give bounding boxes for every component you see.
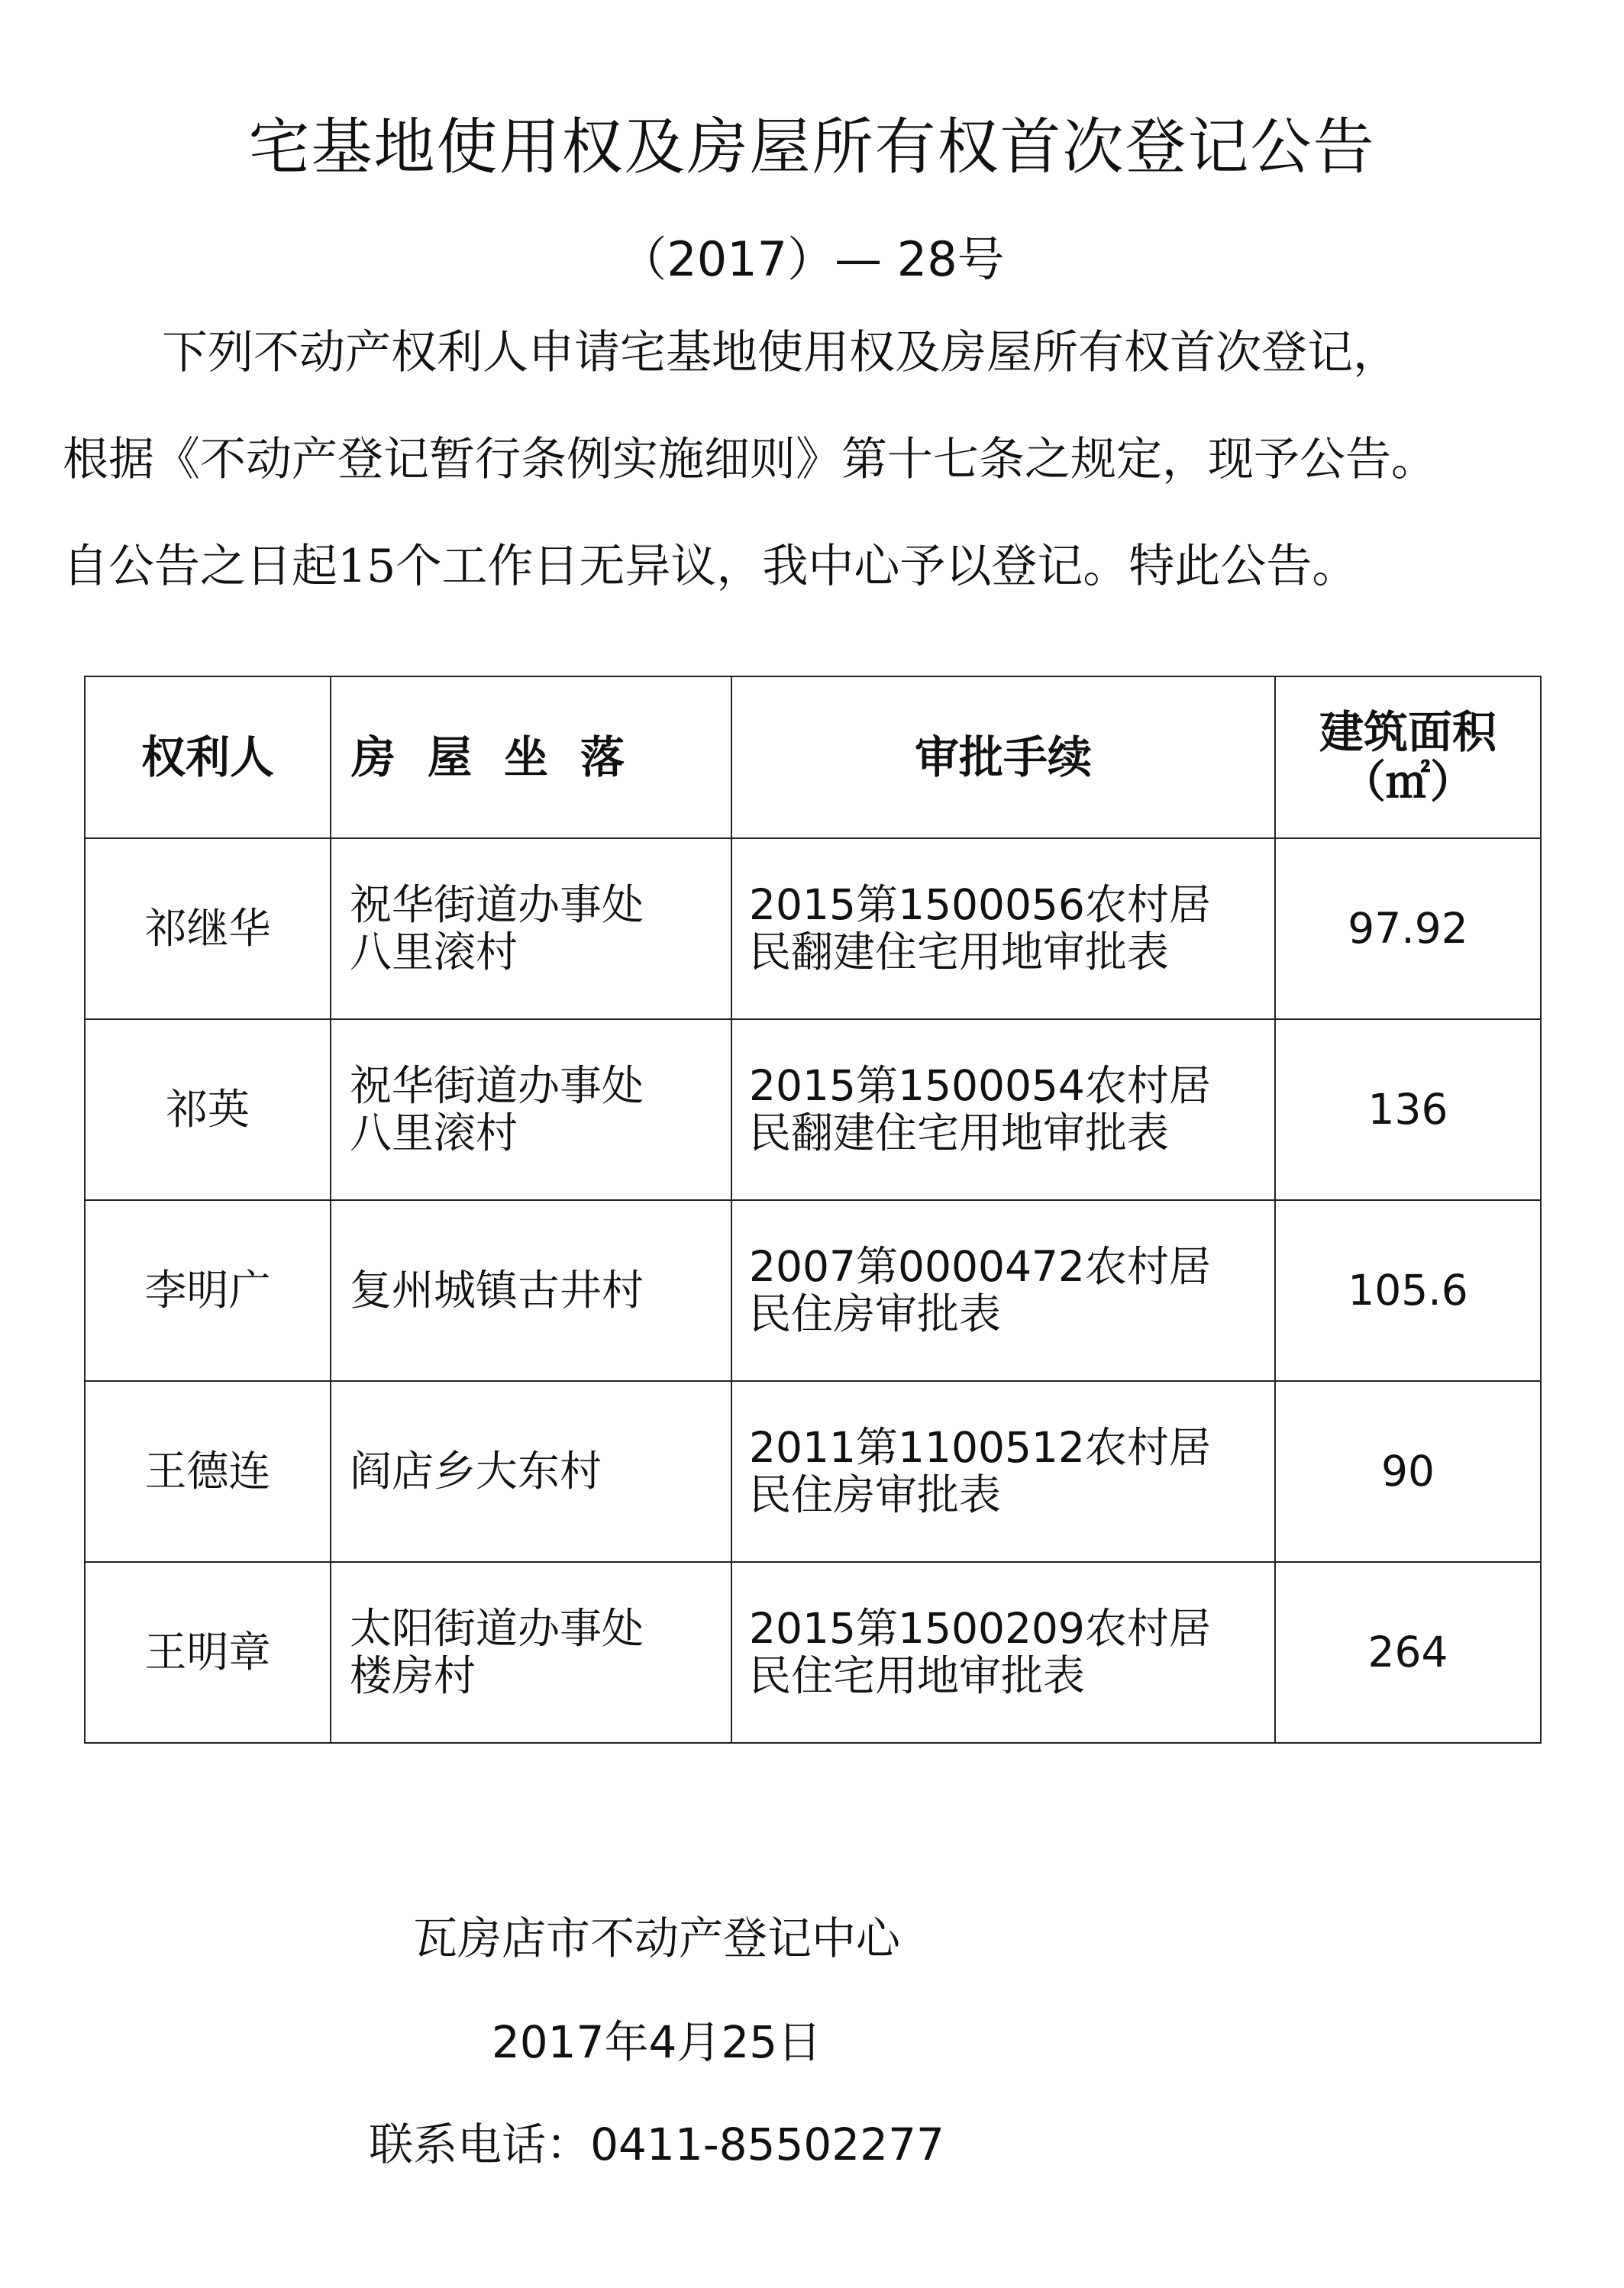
table-row xyxy=(85,1019,1541,1200)
notice-body-line-2: 根据《不动产登记暂行条例实施细则》第十七条之规定，现予公告。 xyxy=(63,433,1437,486)
table-row xyxy=(85,1562,1541,1743)
location-cell: 祝华街道办事处 八里滚村 xyxy=(331,838,731,1019)
location-cell: 阎店乡大东村 xyxy=(331,1381,731,1562)
area-cell: 136 xyxy=(1275,1019,1541,1200)
header-holder: 权利人 xyxy=(85,676,331,838)
holder-cell: 祁继华 xyxy=(85,838,331,1019)
area-cell: 264 xyxy=(1275,1562,1541,1743)
holder-cell: 王明章 xyxy=(85,1562,331,1743)
table-row xyxy=(85,1200,1541,1381)
header-location: 房屋坐落 xyxy=(331,676,731,838)
header-area-label: 建筑面积 xyxy=(1319,706,1496,759)
header-approval: 审批手续 xyxy=(731,676,1275,838)
header-area-unit: （㎡） xyxy=(1341,756,1474,808)
approval-cell: 2007第0000472农村居 民住房审批表 xyxy=(731,1200,1275,1381)
location-cell: 祝华街道办事处 八里滚村 xyxy=(331,1019,731,1200)
notice-body-line-1: 下列不动产权利人申请宅基地使用权及房屋所有权首次登记， xyxy=(162,326,1399,379)
approval-cell: 2015第1500056农村居 民翻建住宅用地审批表 xyxy=(731,838,1275,1019)
approval-cell: 2011第1100512农村居 民住房审批表 xyxy=(731,1381,1275,1562)
table-row xyxy=(85,1381,1541,1562)
table-header xyxy=(85,676,1541,838)
notice-title: 宅基地使用权及房屋所有权首次登记公告 xyxy=(248,111,1376,182)
notice-body-line-3: 自公告之日起15个工作日无异议，我中心予以登记。特此公告。 xyxy=(63,540,1358,593)
contact-phone: 联系电话：0411-85502277 xyxy=(369,2119,944,2170)
registration-table xyxy=(84,676,1542,1744)
document-number: （2017）— 28号 xyxy=(619,231,1005,287)
location-cell: 太阳街道办事处 楼房村 xyxy=(331,1562,731,1743)
area-cell: 90 xyxy=(1275,1381,1541,1562)
area-cell: 97.92 xyxy=(1275,838,1541,1019)
table-row xyxy=(85,838,1541,1019)
location-cell: 复州城镇古井村 xyxy=(331,1200,731,1381)
table-header-row xyxy=(85,676,1541,838)
holder-cell: 李明广 xyxy=(85,1200,331,1381)
holder-cell: 王德连 xyxy=(85,1381,331,1562)
header-area xyxy=(1275,676,1541,838)
holder-cell: 祁英 xyxy=(85,1019,331,1200)
issuer-name: 瓦房店市不动产登记中心 xyxy=(412,1912,900,1964)
area-cell: 105.6 xyxy=(1275,1200,1541,1381)
issue-date: 2017年4月25日 xyxy=(491,2016,822,2068)
approval-cell: 2015第1500054农村居 民翻建住宅用地审批表 xyxy=(731,1019,1275,1200)
approval-cell: 2015第1500209农村居 民住宅用地审批表 xyxy=(731,1562,1275,1743)
